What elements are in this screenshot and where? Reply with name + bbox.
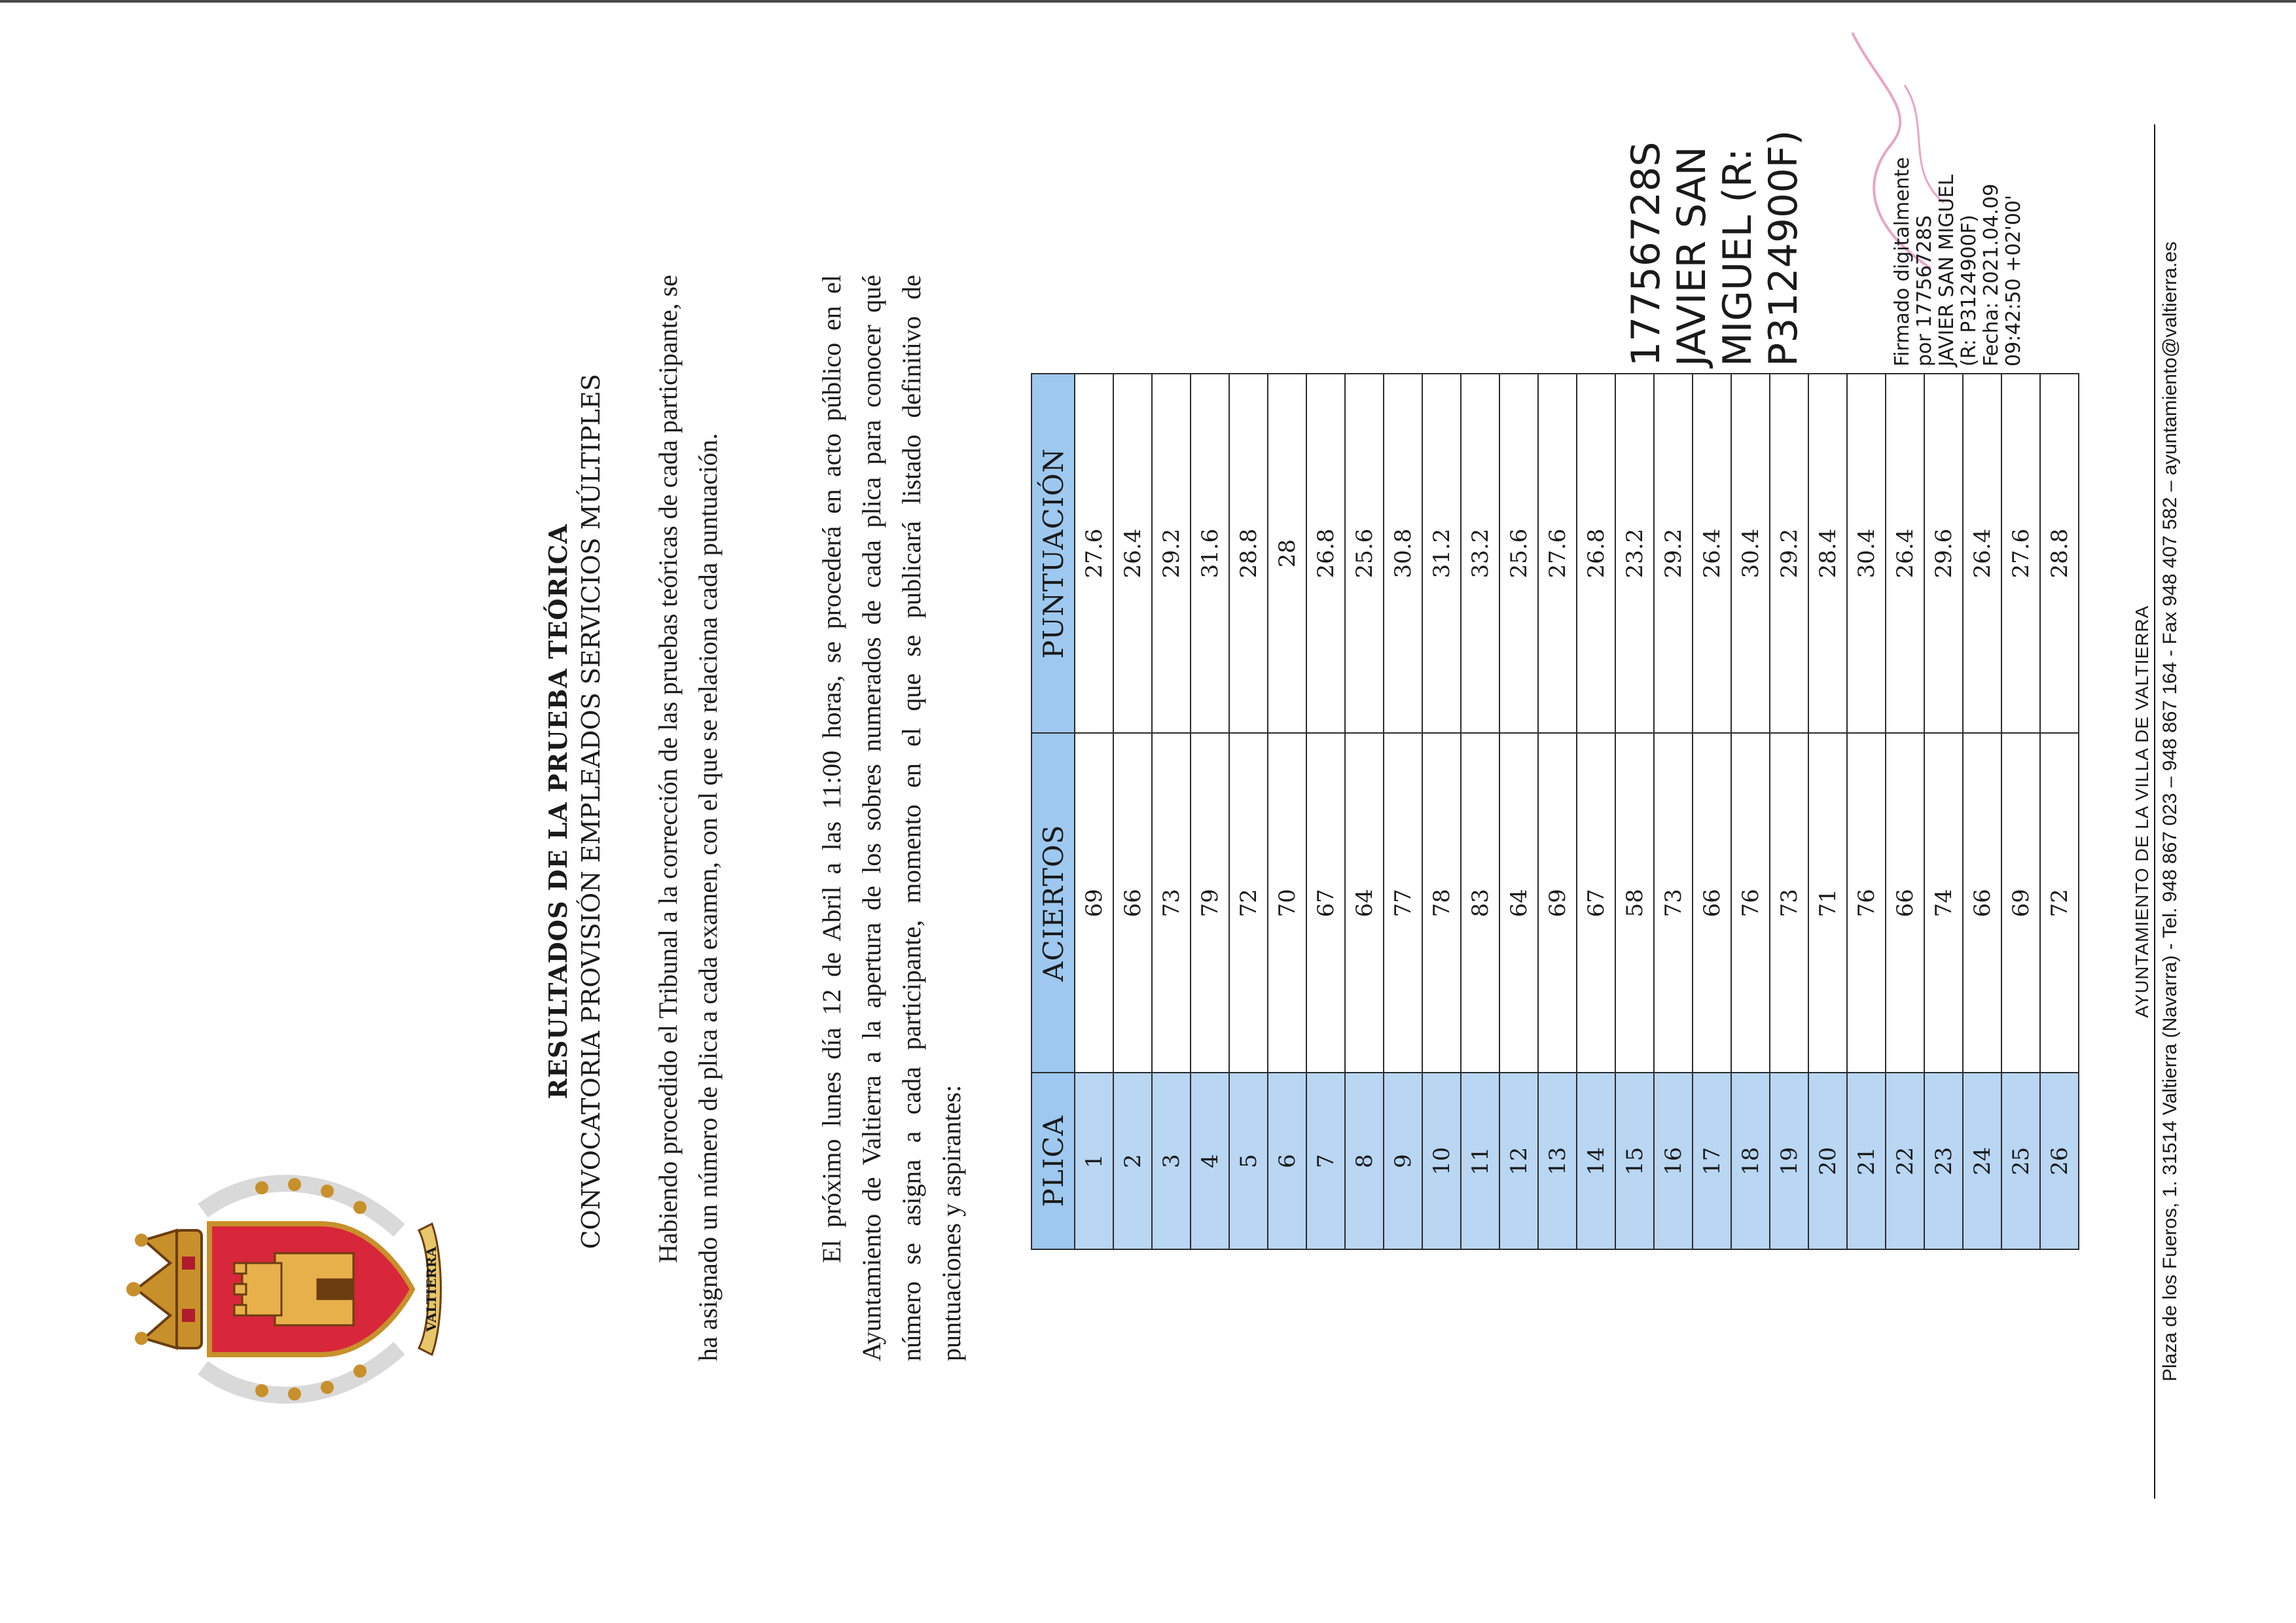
aciertos-cell: 71 <box>1808 733 1847 1073</box>
puntuacion-cell: 26.4 <box>1963 374 2001 733</box>
plica-cell: 22 <box>1886 1073 1924 1249</box>
puntuacion-cell: 26.8 <box>1306 374 1345 733</box>
plica-cell: 17 <box>1693 1073 1731 1249</box>
table-row <box>1654 374 1693 1249</box>
table-row <box>1113 374 1152 1249</box>
plica-cell: 13 <box>1538 1073 1577 1249</box>
aciertos-cell: 66 <box>1693 733 1731 1073</box>
table-row <box>1847 374 1886 1249</box>
plica-cell: 6 <box>1268 1073 1306 1249</box>
puntuacion-cell: 26.4 <box>1886 374 1924 733</box>
aciertos-cell: 58 <box>1615 733 1654 1073</box>
plica-cell: 23 <box>1924 1073 1963 1249</box>
table-row <box>1693 374 1731 1249</box>
results-table <box>1031 373 2079 1250</box>
table-row <box>1268 374 1306 1249</box>
table-row <box>1770 374 1808 1249</box>
table-row <box>1422 374 1461 1249</box>
plica-cell: 9 <box>1384 1073 1422 1249</box>
table-row <box>1615 374 1654 1249</box>
plica-cell: 12 <box>1499 1073 1538 1249</box>
aciertos-cell: 64 <box>1499 733 1538 1073</box>
aciertos-cell: 66 <box>1886 733 1924 1073</box>
page-footer <box>2130 0 2183 1623</box>
plica-cell: 14 <box>1577 1073 1615 1249</box>
table-row <box>1384 374 1422 1249</box>
plica-cell: 3 <box>1152 1073 1191 1249</box>
puntuacion-cell: 25.6 <box>1345 374 1384 733</box>
svg-text:VALTIERRA: VALTIERRA <box>423 1246 439 1332</box>
aciertos-cell: 66 <box>1963 733 2001 1073</box>
plica-cell: 20 <box>1808 1073 1847 1249</box>
table-row <box>1808 374 1847 1249</box>
aciertos-cell: 69 <box>2001 733 2040 1073</box>
footer-organization: AYUNTAMIENTO DE LA VILLA DE VALTIERRA <box>2132 605 2152 1018</box>
puntuacion-cell: 26.4 <box>1693 374 1731 733</box>
footer-address: Plaza de los Fueros, 1. 31514 Valtierra (Navarra) - Tel. 948 867 023 – 948 867 164 - Fax 948 407 582 – ayuntamiento@valtierra.es <box>2159 241 2181 1382</box>
table-row <box>2040 374 2079 1249</box>
aciertos-cell: 83 <box>1461 733 1499 1073</box>
puntuacion-cell: 29.2 <box>1654 374 1693 733</box>
plica-cell: 19 <box>1770 1073 1808 1249</box>
document-title: RESULTADOS DE LA PRUEBA TEÓRICA <box>543 524 573 1099</box>
crest-castle <box>234 1253 353 1325</box>
document-subtitle: CONVOCATORIA PROVISIÓN EMPLEADOS SERVICIOS MÚLTIPLES <box>577 374 605 1249</box>
title-block <box>543 0 605 1623</box>
aciertos-cell: 70 <box>1268 733 1306 1073</box>
puntuacion-cell: 29.2 <box>1770 374 1808 733</box>
puntuacion-cell: 30.4 <box>1731 374 1770 733</box>
plica-cell: 18 <box>1731 1073 1770 1249</box>
table-row <box>1345 374 1384 1249</box>
table-row <box>1152 374 1191 1249</box>
aciertos-cell: 77 <box>1384 733 1422 1073</box>
aciertos-cell: 72 <box>1229 733 1268 1073</box>
signature-name-line: 17756728S <box>1623 141 1669 366</box>
puntuacion-cell: 29.6 <box>1924 374 1963 733</box>
plica-cell: 11 <box>1461 1073 1499 1249</box>
plica-cell: 10 <box>1422 1073 1461 1249</box>
puntuacion-cell: 26.8 <box>1577 374 1615 733</box>
puntuacion-cell: 26.4 <box>1113 374 1152 733</box>
puntuacion-cell: 25.6 <box>1499 374 1538 733</box>
signature-detail-line: Fecha: 2021.04.09 <box>1980 183 2003 366</box>
plica-cell: 25 <box>2001 1073 2040 1249</box>
aciertos-cell: 73 <box>1770 733 1808 1073</box>
plica-cell: 1 <box>1075 1073 1113 1249</box>
table-row <box>1499 374 1538 1249</box>
aciertos-cell: 78 <box>1422 733 1461 1073</box>
puntuacion-cell: 29.2 <box>1152 374 1191 733</box>
aciertos-cell: 74 <box>1924 733 1963 1073</box>
aciertos-cell: 72 <box>2040 733 2079 1073</box>
plica-cell: 24 <box>1963 1073 2001 1249</box>
table-header-row <box>1031 374 1075 1249</box>
puntuacion-cell: 28.8 <box>2040 374 2079 733</box>
puntuacion-cell: 23.2 <box>1615 374 1654 733</box>
plica-cell: 16 <box>1654 1073 1693 1249</box>
announcement-paragraph: El próximo lunes día 12 de Abril a las 11:00 horas, se procederá en acto público en el Ayuntamiento de Valtierra a la apertura de los sobres numerados de cada plica para conocer qué número se asigna a cada participante, momento en el que se publicará listado definitivo de puntuaciones y aspirantes: <box>817 275 966 1361</box>
table-row <box>1577 374 1615 1249</box>
table-row <box>1538 374 1577 1249</box>
table-row <box>1963 374 2001 1249</box>
plica-cell: 8 <box>1345 1073 1384 1249</box>
puntuacion-cell: 27.6 <box>1075 374 1113 733</box>
puntuacion-cell: 31.6 <box>1191 374 1229 733</box>
aciertos-cell: 67 <box>1306 733 1345 1073</box>
plica-cell: 7 <box>1306 1073 1345 1249</box>
signature-name <box>1623 0 1806 366</box>
table-row <box>1461 374 1499 1249</box>
plica-cell: 5 <box>1229 1073 1268 1249</box>
coat-of-arms-logo <box>124 1132 439 1446</box>
puntuacion-cell: 33.2 <box>1461 374 1499 733</box>
footer-divider <box>2154 124 2155 1499</box>
header-plica: PLICA <box>1031 1073 1075 1249</box>
signature-name-line: JAVIER SAN <box>1669 146 1715 366</box>
signature-detail-line: JAVIER SAN MIGUEL <box>1935 174 1958 366</box>
crest-crown <box>126 1230 202 1348</box>
puntuacion-cell: 30.8 <box>1384 374 1422 733</box>
table-row <box>1191 374 1229 1249</box>
aciertos-cell: 69 <box>1538 733 1577 1073</box>
signature-detail-line: Firmado digitalmente <box>1891 157 1914 366</box>
table-row <box>1886 374 1924 1249</box>
aciertos-cell: 73 <box>1654 733 1693 1073</box>
table-row <box>1924 374 1963 1249</box>
results-table-body <box>1075 374 2079 1249</box>
aciertos-cell: 67 <box>1577 733 1615 1073</box>
aciertos-cell: 79 <box>1191 733 1229 1073</box>
table-row <box>1306 374 1345 1249</box>
puntuacion-cell: 28 <box>1268 374 1306 733</box>
aciertos-cell: 64 <box>1345 733 1384 1073</box>
intro-paragraph: Habiendo procedido el Tribunal a la corrección de las pruebas teóricas de cada participante, se ha asignado un número de plica a cada examen, con el que se relaciona cada puntuación. <box>653 275 723 1361</box>
signature-detail-line: (R: P3124900F) <box>1958 215 1981 366</box>
puntuacion-cell: 28.4 <box>1808 374 1847 733</box>
aciertos-cell: 73 <box>1152 733 1191 1073</box>
header-aciertos: ACIERTOS <box>1031 733 1075 1073</box>
signature-name-line: P3124900F) <box>1761 130 1806 366</box>
plica-cell: 2 <box>1113 1073 1152 1249</box>
signature-detail-line: por 17756728S <box>1913 215 1936 366</box>
puntuacion-cell: 31.2 <box>1422 374 1461 733</box>
plica-cell: 4 <box>1191 1073 1229 1249</box>
plica-cell: 26 <box>2040 1073 2079 1249</box>
plica-cell: 21 <box>1847 1073 1886 1249</box>
signature-detail-line: 09:42:50 +02'00' <box>2002 194 2025 366</box>
aciertos-cell: 76 <box>1731 733 1770 1073</box>
aciertos-cell: 66 <box>1113 733 1152 1073</box>
aciertos-cell: 76 <box>1847 733 1886 1073</box>
crest-banner <box>419 1224 441 1355</box>
table-row <box>1731 374 1770 1249</box>
table-row <box>1229 374 1268 1249</box>
puntuacion-cell: 27.6 <box>2001 374 2040 733</box>
aciertos-cell: 69 <box>1075 733 1113 1073</box>
puntuacion-cell: 30.4 <box>1847 374 1886 733</box>
signature-details <box>1892 0 2025 366</box>
plica-cell: 15 <box>1615 1073 1654 1249</box>
table-row <box>2001 374 2040 1249</box>
puntuacion-cell: 27.6 <box>1538 374 1577 733</box>
table-row <box>1075 374 1113 1249</box>
header-puntuacion: PUNTUACIÓN <box>1031 374 1075 733</box>
puntuacion-cell: 28.8 <box>1229 374 1268 733</box>
signature-name-line: MIGUEL (R: <box>1715 148 1761 366</box>
